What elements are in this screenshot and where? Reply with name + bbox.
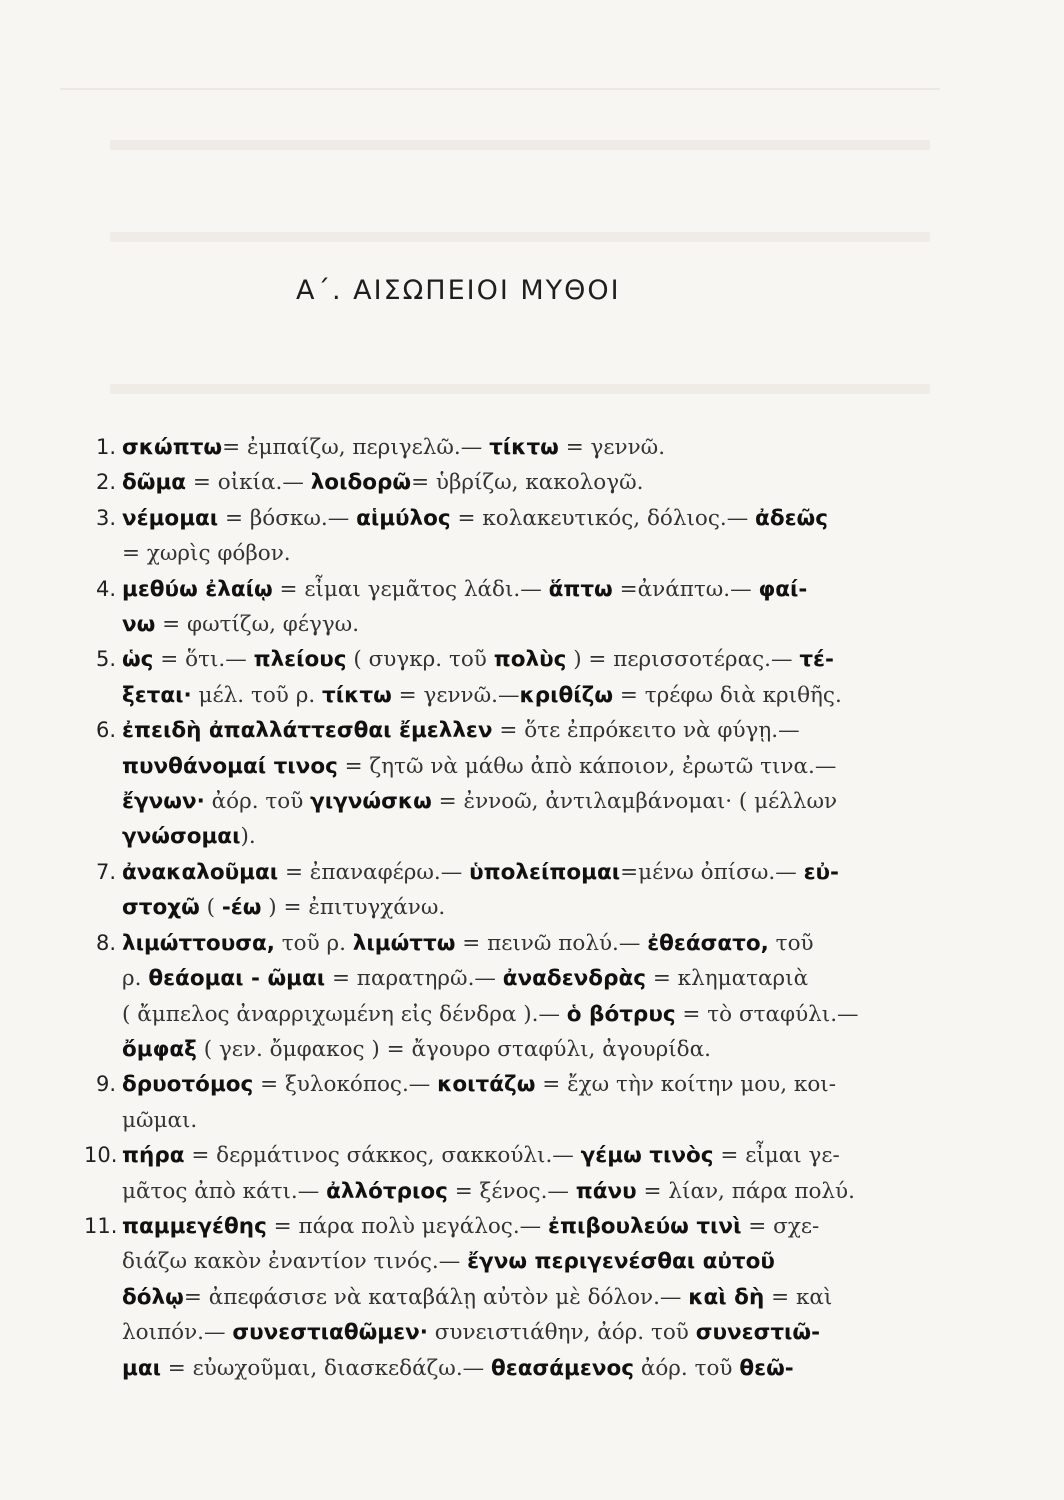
definition-text: = ἀπεφάσισε νὰ καταβάλῃ αὐτὸν μὲ δόλον.—	[183, 1284, 689, 1310]
entry-line	[122, 536, 944, 571]
headword: ἀδεῶς	[755, 505, 828, 531]
headword: ὁ βότρυς	[566, 1001, 676, 1027]
entry-number: 9.	[95, 1072, 116, 1097]
definition-text: = τὸ σταφύλι.—	[675, 1001, 859, 1027]
glossary-entry	[84, 1138, 944, 1209]
headword: τίκτω	[489, 435, 559, 460]
definition-text: ) = ἐπιτυγχάνω.	[261, 895, 446, 921]
headword: συνεστιαθῶμεν·	[232, 1320, 428, 1346]
glossary-entry	[84, 855, 944, 926]
definition-text: = λίαν, πάρα πολύ.	[636, 1178, 855, 1204]
headword: νω	[122, 612, 156, 638]
headword: σκώπτω	[122, 435, 223, 460]
entry-line	[122, 1174, 944, 1209]
definition-text: μᾶτος ἀπὸ κάτι.—	[122, 1178, 327, 1204]
definition-text: = ξυλοκόπος.—	[253, 1072, 438, 1098]
headword: ἐπειδὴ ἀπαλλάττεσθαι ἔμελλεν	[122, 718, 493, 744]
entry-line	[122, 890, 944, 925]
entry-number: 11.	[84, 1213, 118, 1238]
bleed-through-header	[60, 48, 940, 90]
entry-line	[122, 713, 944, 748]
headword: παμμεγέθης	[122, 1213, 267, 1239]
headword: ἐπιβουλεύω τινὶ	[548, 1213, 742, 1239]
headword: κριθίζω	[519, 682, 614, 708]
headword: δῶμα	[122, 470, 187, 496]
entry-line	[122, 1351, 944, 1386]
glossary-entry	[84, 430, 944, 465]
headword: πολὺς	[493, 647, 567, 673]
headword: ὄμφαξ	[122, 1036, 197, 1062]
definition-text: =ἀνάπτω.—	[612, 576, 759, 602]
headword: εὐ-	[803, 859, 839, 885]
entry-line	[122, 784, 944, 819]
entry-line	[122, 997, 944, 1032]
headword: πήρα	[122, 1143, 185, 1169]
definition-text: = πεινῶ πολύ.—	[455, 930, 648, 956]
definition-text: = ὑβρίζω, κακολογῶ.	[411, 470, 644, 496]
definition-text: = ζητῶ νὰ μάθω ἀπὸ κάποιον, ἐρωτῶ τινα.—	[337, 753, 837, 779]
headword: θεῶ-	[739, 1355, 794, 1381]
entry-line	[122, 642, 944, 677]
entry-line	[122, 1209, 944, 1244]
headword: τέ-	[799, 647, 834, 673]
definition-text: ).	[240, 824, 256, 850]
glossary-entry	[84, 501, 944, 572]
glossary-entry	[84, 465, 944, 500]
definition-text: ρ.	[122, 966, 149, 992]
headword: θεάομαι - ῶμαι	[148, 966, 326, 992]
definition-text: = εἶμαι γεμᾶτος λάδι.—	[272, 576, 549, 602]
headword: ἔγνων·	[122, 789, 205, 815]
entry-number: 8.	[95, 930, 116, 955]
entry-line	[122, 926, 944, 961]
headword: ξεται·	[122, 682, 192, 708]
entry-number: 7.	[95, 859, 116, 884]
headword: πλείους	[253, 647, 347, 673]
headword: -έω	[221, 895, 262, 921]
headword: ὡς	[122, 647, 154, 673]
headword: μαι	[122, 1355, 161, 1381]
entry-line	[122, 819, 944, 854]
headword: φαί-	[758, 576, 808, 602]
definition-text: = φωτίζω, φέγγω.	[155, 612, 360, 638]
entry-line	[122, 749, 944, 784]
definition-text: διάζω κακὸν ἐναντίον τινός.—	[122, 1249, 468, 1275]
entry-number: 10.	[84, 1143, 118, 1168]
headword: πυνθάνομαί τινος	[122, 753, 338, 779]
entry-line	[122, 1103, 944, 1138]
definition-text: = σχε-	[741, 1213, 820, 1239]
headword: μεθύω ἐλαίῳ	[122, 576, 273, 602]
definition-text: μῶμαι.	[122, 1107, 198, 1133]
entry-line	[122, 1315, 944, 1350]
definition-text: τοῦ	[768, 930, 814, 956]
headword: κοιτάζω	[437, 1072, 536, 1098]
definition-text: = παρατηρῶ.—	[325, 966, 503, 992]
headword: δόλῳ	[122, 1284, 184, 1310]
headword: ἀνακαλοῦμαι	[122, 859, 279, 885]
entry-line	[122, 1138, 944, 1173]
entry-line	[122, 1244, 944, 1279]
headword: συνεστιῶ-	[695, 1320, 821, 1346]
definition-text: = γεννῶ.—	[391, 682, 520, 708]
definition-text: = πάρα πολὺ μεγάλος.—	[266, 1213, 549, 1239]
definition-text: = χωρὶς φόβον.	[122, 541, 291, 567]
headword: στοχῶ	[122, 895, 200, 921]
glossary-entry	[84, 572, 944, 643]
glossary-entry	[84, 1067, 944, 1138]
definition-text: = γεννῶ.	[558, 435, 666, 460]
entry-number: 1.	[95, 435, 116, 459]
entry-number: 4.	[95, 576, 116, 601]
headword: νέμομαι	[122, 505, 219, 531]
entry-line	[122, 607, 944, 642]
definition-text: = ὅτε ἐπρόκειτο νὰ φύγῃ.—	[492, 718, 800, 744]
headword: τίκτω	[322, 682, 392, 708]
definition-text: ἀόρ. τοῦ	[204, 789, 311, 815]
definition-text: ) = περισσοτέρας.—	[566, 647, 800, 673]
headword: λιμώττω	[352, 930, 456, 956]
definition-text: ( γεν. ὄμφακος ) = ἄγουρο σταφύλι, ἀγουρίδα.	[196, 1036, 711, 1062]
definition-text: = εἶμαι γε-	[713, 1143, 840, 1169]
entry-line	[122, 465, 944, 500]
headword: καὶ δὴ	[688, 1284, 765, 1310]
definition-text: = εὐωχοῦμαι, διασκεδάζω.—	[160, 1355, 491, 1381]
definition-text: = τρέφω διὰ κριθῆς.	[613, 682, 842, 708]
definition-text: = κληματαριὰ	[645, 966, 809, 992]
entry-line	[122, 961, 944, 996]
entry-line	[122, 572, 944, 607]
definition-text: = ἐμπαίζω, περιγελῶ.—	[222, 435, 490, 460]
definition-text: λοιπόν.—	[122, 1320, 233, 1346]
headword: γιγνώσκω	[310, 789, 432, 815]
definition-text: = ἐννοῶ, ἀντιλαμβάνομαι· ( μέλλων	[431, 789, 838, 815]
headword: λοιδορῶ	[310, 470, 412, 496]
definition-text: = ἔχω τὴν κοίτην μου, κοι-	[535, 1072, 836, 1098]
entry-line	[122, 430, 944, 465]
entry-number: 3.	[95, 505, 116, 530]
definition-text: συνειστιάθην, ἀόρ. τοῦ	[427, 1320, 696, 1346]
bleed-through-mark	[110, 140, 930, 150]
definition-text: = κολακευτικός, δόλιος.—	[450, 505, 756, 531]
definition-text: = καὶ	[764, 1284, 833, 1310]
headword: δρυοτόμος	[122, 1072, 254, 1098]
definition-text: ἀόρ. τοῦ	[633, 1355, 740, 1381]
entry-number: 5.	[95, 647, 116, 672]
headword: ἀλλότριος	[326, 1178, 448, 1204]
entry-line	[122, 1280, 944, 1315]
headword: ἐθεάσατο,	[647, 930, 769, 956]
headword: ἔγνω περιγενέσθαι αὐτοῦ	[467, 1249, 775, 1275]
headword: ἀναδενδρὰς	[502, 966, 646, 992]
headword: πάνυ	[575, 1178, 637, 1204]
headword: αἱμύλος	[356, 505, 451, 531]
definition-text: = ξένος.—	[447, 1178, 576, 1204]
definition-text: ( ἄμπελος ἀναρριχωμένη εἰς δένδρα ).—	[122, 1001, 567, 1027]
entry-number: 2.	[95, 470, 116, 495]
chapter-title: Α΄. ΑΙΣΩΠΕΙΟΙ ΜΥΘΟΙ	[296, 275, 621, 306]
definition-text: τοῦ ρ.	[274, 930, 353, 956]
headword: λιμώττουσα,	[122, 930, 275, 956]
definition-text: ( συγκρ. τοῦ	[346, 647, 494, 673]
entry-line	[122, 501, 944, 536]
definition-text: = βόσκω.—	[218, 505, 357, 531]
definition-text: = ἐπαναφέρω.—	[278, 859, 470, 885]
glossary-list	[84, 430, 944, 1386]
glossary-entry	[84, 642, 944, 713]
glossary-entry	[84, 926, 944, 1068]
glossary-entry	[84, 713, 944, 855]
entry-line	[122, 1032, 944, 1067]
glossary-entry	[84, 1209, 944, 1386]
bleed-through-mark	[110, 384, 930, 394]
bleed-through-mark	[110, 232, 930, 242]
definition-text: μέλ. τοῦ ρ.	[191, 682, 323, 708]
definition-text: = δερμάτινος σάκκος, σακκούλι.—	[184, 1143, 581, 1169]
entry-number: 6.	[95, 718, 116, 743]
entry-line	[122, 678, 944, 713]
entry-line	[122, 1067, 944, 1102]
headword: θεασάμενος	[491, 1355, 634, 1381]
headword: ἅπτω	[548, 576, 613, 602]
definition-text: = οἰκία.—	[186, 470, 311, 496]
entry-line	[122, 855, 944, 890]
headword: γέμω τινὸς	[580, 1143, 714, 1169]
definition-text: (	[199, 895, 222, 921]
definition-text: =μένω ὀπίσω.—	[620, 859, 804, 885]
definition-text: = ὅτι.—	[153, 647, 254, 673]
headword: ὑπολείπομαι	[469, 859, 621, 885]
headword: γνώσομαι	[122, 824, 241, 850]
